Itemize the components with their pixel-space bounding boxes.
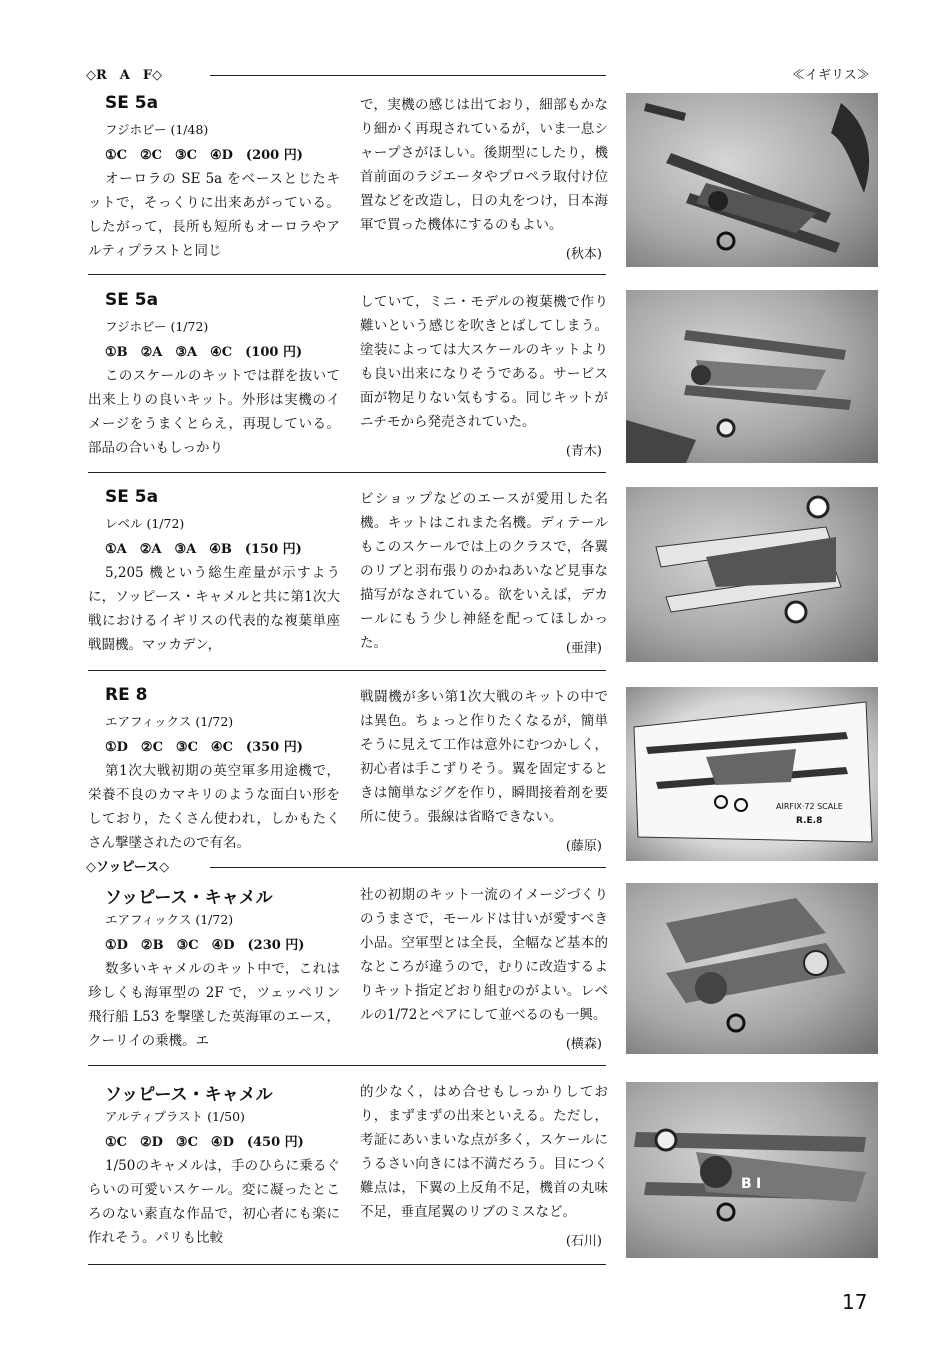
kit-author: (石川) bbox=[565, 1234, 602, 1249]
kit-ratings: ①D ②B ③C ④D (230 円) bbox=[105, 938, 305, 953]
kit-title: RE 8 bbox=[105, 685, 148, 705]
kit-maker: フジホビー (1/48) bbox=[105, 122, 209, 137]
kit-ratings: ①C ②D ③C ④D (450 円) bbox=[105, 1135, 304, 1150]
kit-ratings: ①A ②A ③A ④B (150 円) bbox=[105, 542, 302, 557]
kit-maker: エアフィックス (1/72) bbox=[105, 912, 234, 927]
kit-ratings: ①C ②C ③C ④D (200 円) bbox=[105, 148, 303, 163]
kit-author: (亜津) bbox=[565, 641, 602, 656]
kit-author: (秋本) bbox=[565, 247, 602, 262]
biplane-photo bbox=[626, 883, 878, 1054]
kit-author: (藤原) bbox=[565, 839, 602, 854]
kit-ratings: ①B ②A ③A ④C (100 円) bbox=[105, 345, 303, 360]
kit-review-col2: 的少なく，はめ合せもしっかりしており，まずまずの出来といえる。ただし，考証にあいまいな点が多く，スケールにうるさい向きには不満だろう。目につく難点は，下翼の上反角不足，機首の丸味不足，垂直尾翼のリブのミスなど。 bbox=[360, 1084, 608, 1220]
biplane-photo-drawing bbox=[626, 93, 878, 267]
kit-review-col2: していて，ミニ・モデルの複葉機で作り難いという感じを吹きとばしてしまう。塗装によっては大スケールのキットよりも良い出来になりそうである。サービス面が物足りない気もする。同じキットがニチモから発売されていた。 bbox=[360, 294, 608, 430]
kit-review-col1: 数多いキャメルのキット中で，これは珍しくも海軍型の 2F で，ツェッペリン飛行船 L53 を撃墜した英海軍のエース，クーリイの乗機。エ bbox=[88, 961, 340, 1049]
biplane-photo bbox=[626, 1082, 878, 1258]
kit-review-col1: 第1次大戦初期の英空軍多用途機で，栄養不良のカマキリのような面白い形をしており，たくさん使われ，しかもたくさん撃墜されたので有名。 bbox=[88, 763, 340, 851]
svg-text:B: B bbox=[741, 1176, 752, 1192]
svg-text:I: I bbox=[756, 1176, 762, 1192]
header-rule bbox=[210, 867, 606, 868]
section-divider bbox=[88, 274, 606, 275]
section-divider bbox=[88, 1264, 606, 1265]
kit-title: ソッピース・キャメル bbox=[105, 1085, 273, 1105]
kit-review-col2: 戦闘機が多い第1次大戦のキットの中では異色。ちょっと作りたくなるが，簡単そうに見えて工作は意外にむつかしく，初心者は手こずりそう。翼を固定するときは簡単なジグを作り，瞬間接着剤を要所に使う。張線は省略できない。 bbox=[360, 689, 608, 825]
section-divider bbox=[88, 472, 606, 473]
kit-title: SE 5a bbox=[105, 487, 159, 507]
kit-title: ソッピース・キャメル bbox=[105, 888, 273, 908]
box-brand-text: AIRFIX·72 SCALE bbox=[776, 802, 843, 811]
kit-review-col1: オーロラの SE 5a をベースとじたキットで，そっくりに出来あがっている。したがって，長所も短所もオーロラやアルティプラストと同じ bbox=[88, 171, 340, 259]
biplane-photo bbox=[626, 487, 878, 662]
section-divider bbox=[88, 670, 606, 671]
kit-author: (横森) bbox=[565, 1037, 602, 1052]
section-divider bbox=[88, 1065, 606, 1066]
kit-review-col1: 5,205 機という総生産量が示すように，ソッピース・キャメルと共に第1次大戦におけるイギリスの代表的な複葉単座戦闘機。マッカデン， bbox=[88, 565, 340, 653]
kit-review-col2: 社の初期のキット一流のイメージづくりのうまさで，モールドは甘いが愛すべき小品。空軍型とは全長，全幅など基本的なところが違うので，むりに改造するよりキット指定どおり組むのがよい。レベルの1/72とペアにして並べるのも一興。 bbox=[360, 887, 608, 1023]
kit-title: SE 5a bbox=[105, 93, 159, 113]
page-number: 17 bbox=[842, 1290, 868, 1314]
kit-maker: アルティプラスト (1/50) bbox=[105, 1109, 245, 1124]
kit-maker: フジホビー (1/72) bbox=[105, 319, 209, 334]
kit-review-col2: ビショップなどのエースが愛用した名機。キットはこれまた名機。ディテールもこのスケールでは上のクラスで，各翼のリブと羽布張りのかねあいなど見事な描写がなされている。欲をいえば，デカールにもう少し神経を配ってほしかった。 bbox=[360, 491, 608, 651]
kit-review-col2: で，実機の感じは出ており，細部もかなり細かく再現されているが，いま一息シャープさがほしい。後期型にしたり，機首前面のラジエータやプロペラ取付け位置などを改造し，日の丸をつけ，日本海軍で買った機体にするのもよい。 bbox=[360, 97, 608, 233]
kit-review-col1: 1/50のキャメルは，手のひらに乗るぐらいの可愛いスケール。変に凝ったところのない素直な作品で，初心者にも楽に作れそう。パリも比較 bbox=[88, 1158, 340, 1246]
biplane-photo bbox=[626, 93, 878, 267]
kit-review-col1: このスケールのキットでは群を抜いて出来上りの良いキット。外形は実機のイメージをうまくとらえ，再現している。部品の合いもしっかり bbox=[88, 368, 340, 456]
biplane-photo bbox=[626, 290, 878, 463]
section-header-sopwith: ◇ソッピース◇ bbox=[86, 860, 170, 875]
kit-maker: レベル (1/72) bbox=[105, 516, 185, 531]
section-header-raf: ◇R A F◇ bbox=[86, 68, 163, 83]
header-rule bbox=[210, 75, 606, 76]
kit-ratings: ①D ②C ③C ④C (350 円) bbox=[105, 740, 303, 755]
kit-author: (青木) bbox=[565, 444, 602, 459]
country-label: ≪イギリス≫ bbox=[792, 68, 870, 83]
kit-maker: エアフィックス (1/72) bbox=[105, 714, 234, 729]
kit-box-photo bbox=[626, 687, 878, 861]
box-model-text: R.E.8 bbox=[796, 816, 823, 826]
kit-title: SE 5a bbox=[105, 290, 159, 310]
